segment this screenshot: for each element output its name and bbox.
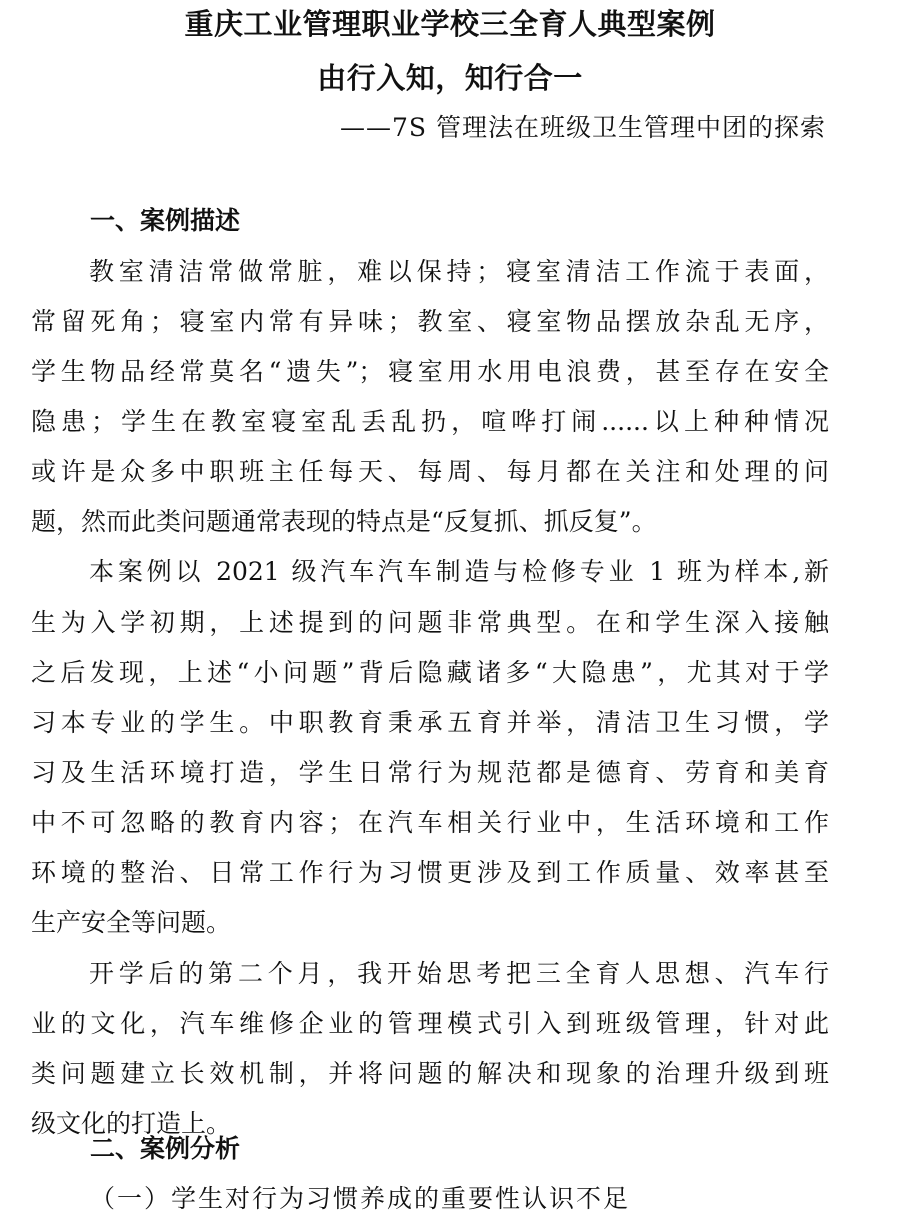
- subsection-heading: （一）学生对行为习惯养成的重要性认识不足: [90, 1184, 631, 1213]
- paragraph-line: 学生物品经常莫名“遗失”；寝室用水用电浪费，甚至存在安全: [31, 357, 829, 386]
- paragraph-line: 常留死角；寝室内常有异味；教室、寝室物品摆放杂乱无序，: [31, 307, 829, 336]
- section-heading-case-description: 一、案例描述: [90, 206, 241, 235]
- paragraph-line: 习本专业的学生。中职教育秉承五育并举，清洁卫生习惯，学: [31, 708, 829, 737]
- paragraph-line: 生为入学初期，上述提到的问题非常典型。在和学生深入接触: [31, 608, 829, 637]
- paragraph-line: 中不可忽略的教育内容；在汽车相关行业中，生活环境和工作: [31, 808, 829, 837]
- paragraph-line: 或许是众多中职班主任每天、每周、每月都在关注和处理的问: [31, 457, 829, 486]
- paragraph-line: 开学后的第二个月，我开始思考把三全育人思想、汽车行: [89, 959, 829, 988]
- document-subtitle: ——7S 管理法在班级卫生管理中团的探索: [340, 113, 826, 142]
- document-title-line-2: 由行入知，知行合一: [317, 61, 583, 95]
- paragraph-line: 环境的整治、日常工作行为习惯更涉及到工作质量、效率甚至: [31, 858, 829, 887]
- paragraph-line: 业的文化，汽车维修企业的管理模式引入到班级管理，针对此: [31, 1009, 829, 1038]
- paragraph-line: 之后发现，上述“小问题”背后隐藏诸多“大隐患”，尤其对于学: [31, 658, 829, 687]
- paragraph-line: 隐患；学生在教室寝室乱丢乱扔，喧哗打闹......以上种种情况: [31, 407, 829, 436]
- paragraph-line: 级文化的打造上。: [31, 1109, 232, 1138]
- paragraph-line: 习及生活环境打造，学生日常行为规范都是德育、劳育和美育: [31, 758, 829, 787]
- paragraph-line: 类问题建立长效机制，并将问题的解决和现象的治理升级到班: [31, 1059, 829, 1088]
- paragraph-line: 题，然而此类问题通常表现的特点是“反复抓、抓反复”。: [31, 507, 657, 536]
- document-title: 重庆工业管理职业学校三全育人典型案例: [184, 7, 716, 41]
- paragraph-line: 本案例以 2021 级汽车汽车制造与检修专业 1 班为样本,新: [89, 557, 829, 586]
- paragraph-line: 教室清洁常做常脏，难以保持；寝室清洁工作流于表面，: [89, 257, 829, 286]
- paragraph-line: 生产安全等问题。: [31, 908, 232, 937]
- section-heading-case-analysis: 二、案例分析: [90, 1134, 241, 1163]
